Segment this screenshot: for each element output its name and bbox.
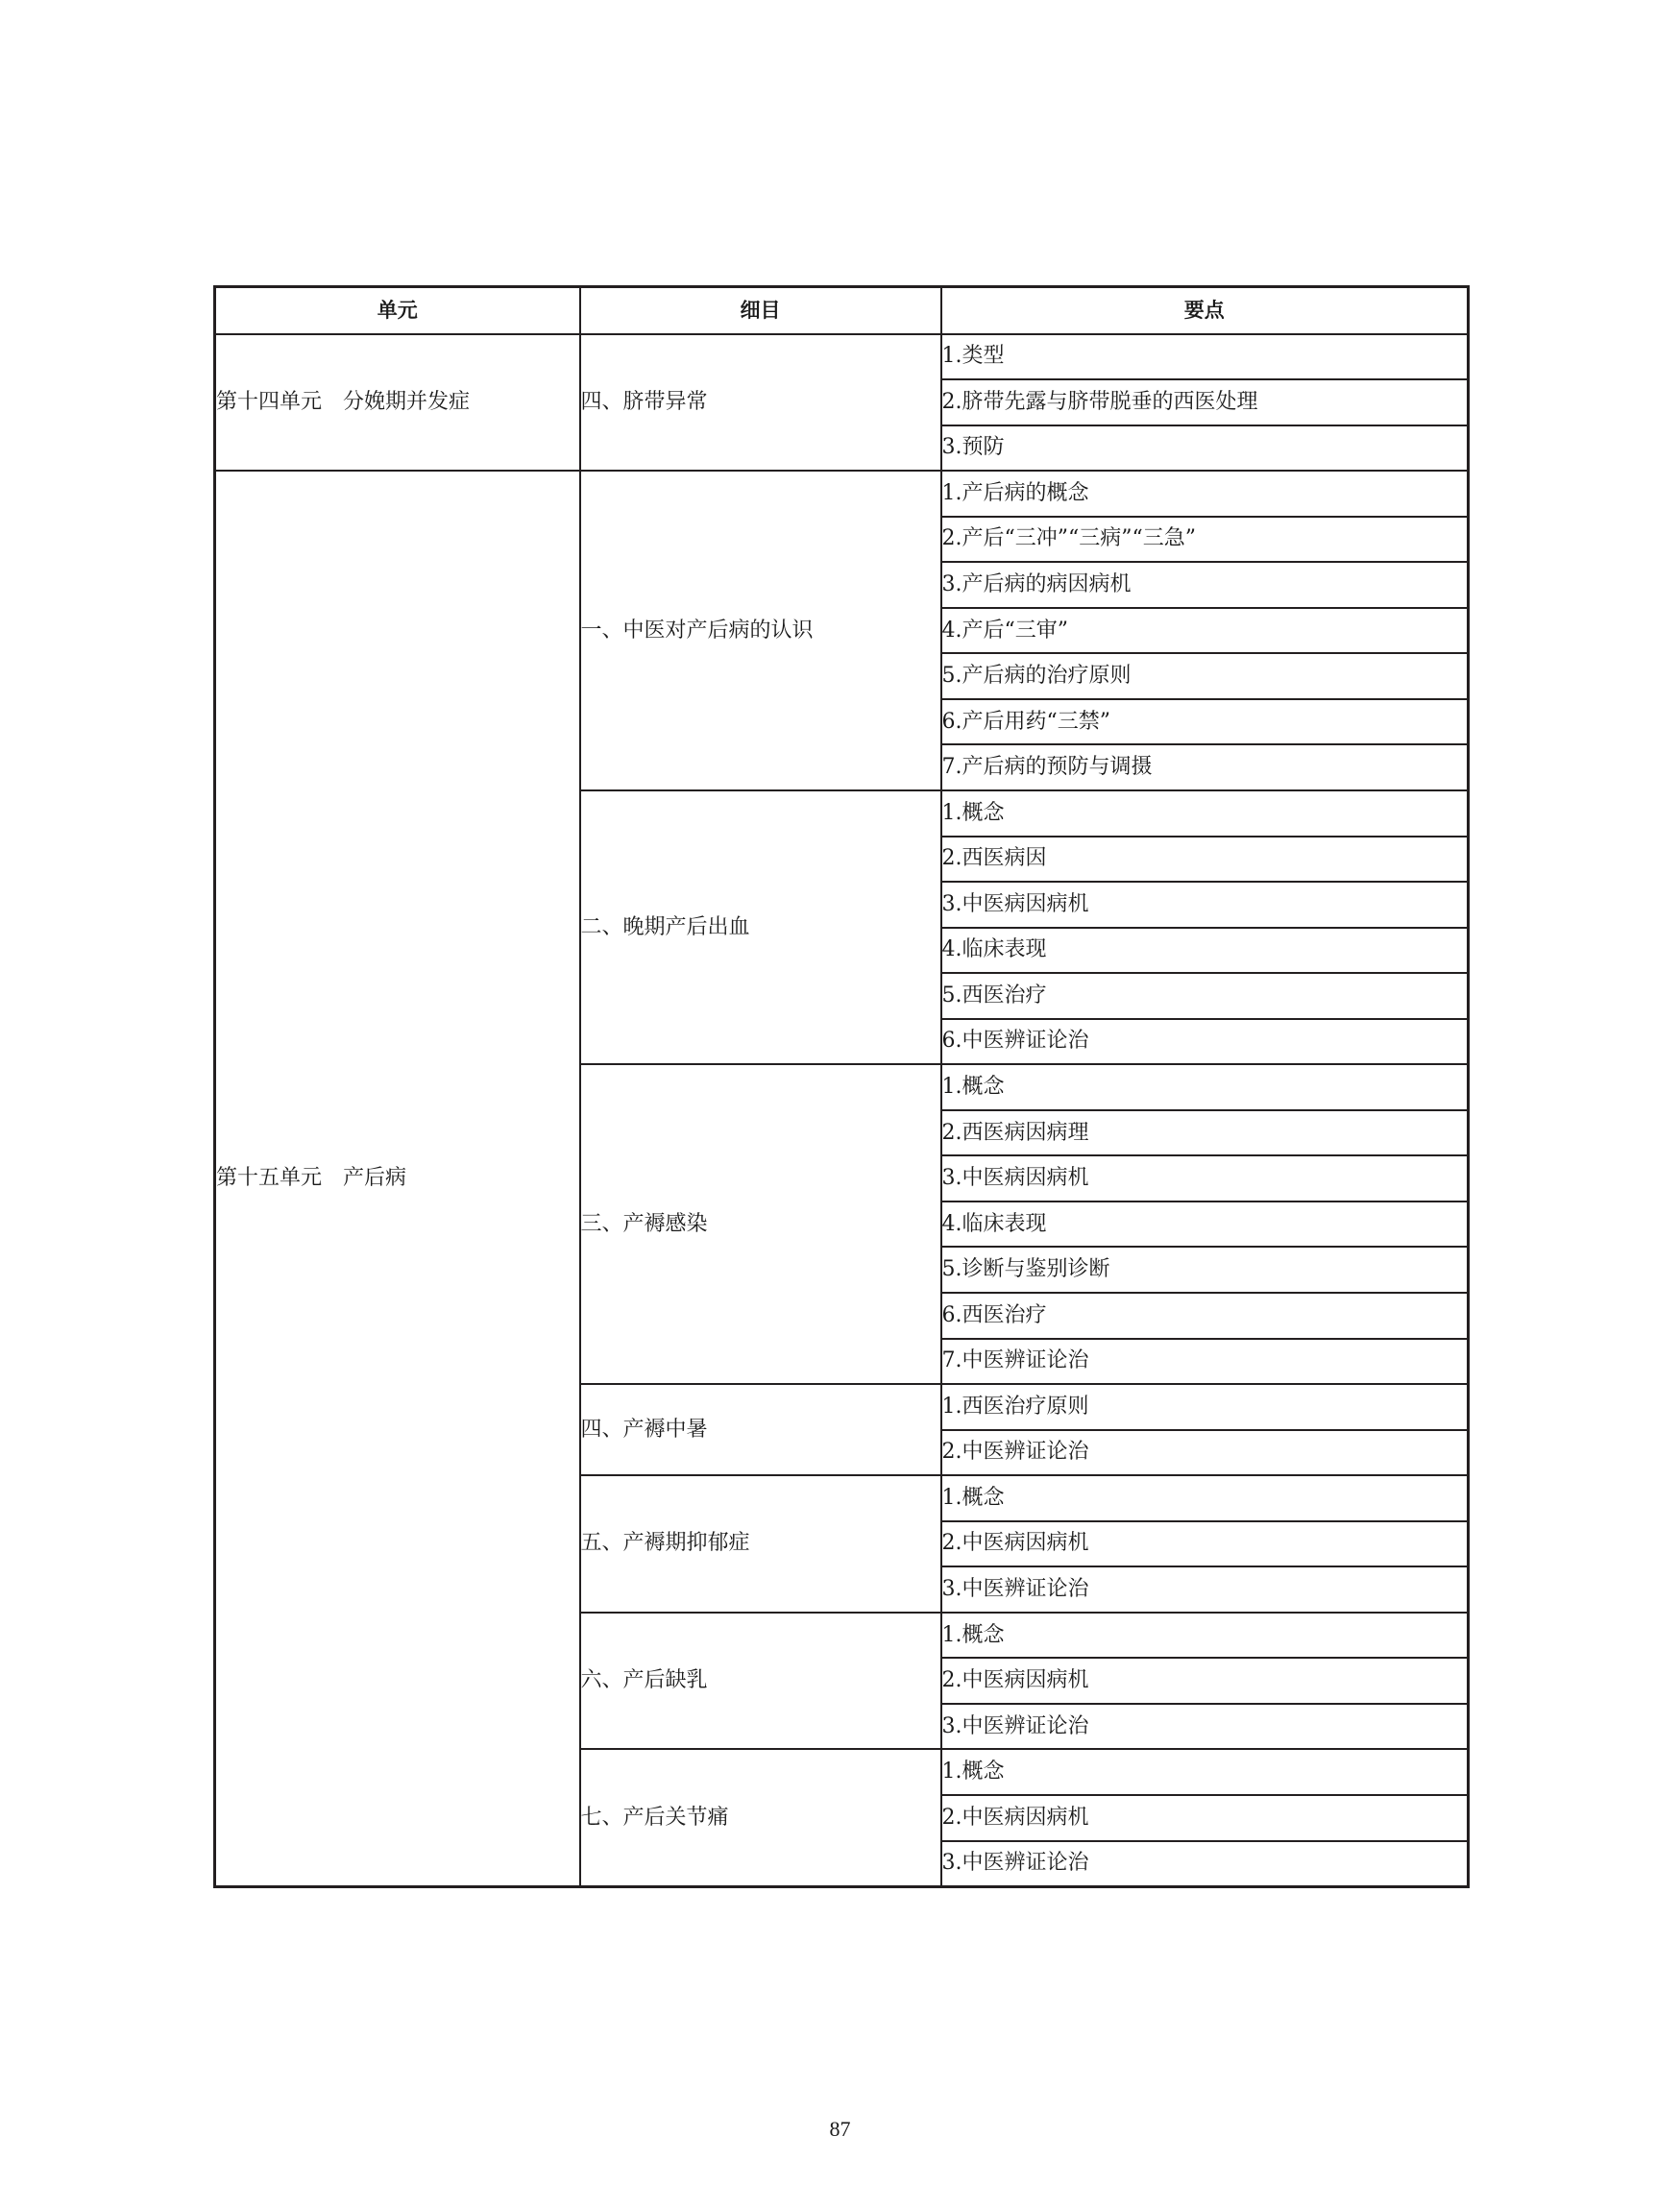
point-cell: 3.中医辨证论治	[941, 1566, 1469, 1613]
point-cell: 2.中医病因病机	[941, 1795, 1469, 1841]
page-number: 87	[829, 2117, 851, 2141]
unit-cell: 第十四单元 分娩期并发症	[215, 334, 580, 472]
item-cell: 四、脐带异常	[580, 334, 941, 472]
point-cell: 4.临床表现	[941, 1202, 1469, 1248]
item-cell: 四、产褥中暑	[580, 1384, 941, 1475]
point-cell: 6.产后用药“三禁”	[941, 699, 1469, 745]
point-cell: 3.中医病因病机	[941, 1155, 1469, 1202]
point-cell: 3.中医辨证论治	[941, 1704, 1469, 1750]
point-cell: 6.西医治疗	[941, 1293, 1469, 1339]
point-cell: 2.中医辨证论治	[941, 1430, 1469, 1476]
point-cell: 5.西医治疗	[941, 973, 1469, 1019]
point-cell: 7.产后病的预防与调摄	[941, 744, 1469, 790]
point-cell: 7.中医辨证论治	[941, 1339, 1469, 1385]
point-cell: 1.概念	[941, 1475, 1469, 1521]
point-cell: 3.预防	[941, 425, 1469, 472]
table-row	[215, 471, 1469, 517]
table-header-row	[215, 287, 1469, 334]
point-cell: 2.西医病因病理	[941, 1110, 1469, 1156]
point-cell: 2.产后“三冲”“三病”“三急”	[941, 517, 1469, 563]
item-cell: 五、产褥期抑郁症	[580, 1475, 941, 1613]
item-cell: 七、产后关节痛	[580, 1749, 941, 1886]
point-cell: 6.中医辨证论治	[941, 1019, 1469, 1065]
point-cell: 4.临床表现	[941, 928, 1469, 974]
point-cell: 2.中医病因病机	[941, 1658, 1469, 1704]
point-cell: 1.概念	[941, 1613, 1469, 1659]
table-row	[215, 334, 1469, 380]
point-cell: 3.中医病因病机	[941, 882, 1469, 928]
point-cell: 2.中医病因病机	[941, 1521, 1469, 1567]
syllabus-table	[213, 285, 1470, 1888]
point-cell: 2.西医病因	[941, 837, 1469, 883]
point-cell: 1.概念	[941, 1749, 1469, 1795]
unit-cell: 第十五单元 产后病	[215, 471, 580, 1886]
point-cell: 5.诊断与鉴别诊断	[941, 1247, 1469, 1293]
point-cell: 3.中医辨证论治	[941, 1841, 1469, 1887]
point-cell: 4.产后“三审”	[941, 608, 1469, 654]
header-point: 要点	[941, 287, 1469, 334]
point-cell: 1.概念	[941, 1064, 1469, 1110]
item-cell: 六、产后缺乳	[580, 1613, 941, 1750]
point-cell: 1.概念	[941, 790, 1469, 837]
point-cell: 5.产后病的治疗原则	[941, 653, 1469, 699]
point-cell: 2.脐带先露与脐带脱垂的西医处理	[941, 379, 1469, 425]
header-unit: 单元	[215, 287, 580, 334]
item-cell: 一、中医对产后病的认识	[580, 471, 941, 790]
point-cell: 1.西医治疗原则	[941, 1384, 1469, 1430]
point-cell: 3.产后病的病因病机	[941, 562, 1469, 608]
header-item: 细目	[580, 287, 941, 334]
point-cell: 1.类型	[941, 334, 1469, 380]
item-cell: 二、晚期产后出血	[580, 790, 941, 1064]
point-cell: 1.产后病的概念	[941, 471, 1469, 517]
item-cell: 三、产褥感染	[580, 1064, 941, 1384]
